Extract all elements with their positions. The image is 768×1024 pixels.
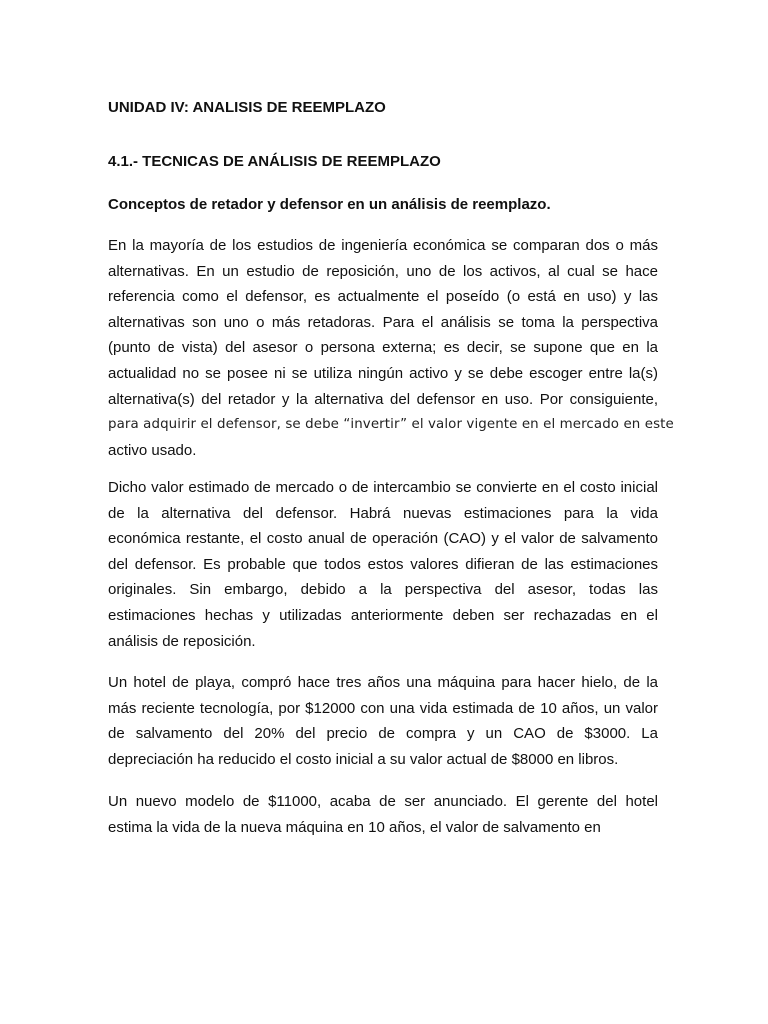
paragraph-line: alternativas son uno o más retadoras. Para el análisis se toma la perspectiva: [108, 313, 658, 331]
paragraph-line: depreciación ha reducido el costo inicial a su valor actual de $8000 en libros.: [108, 750, 619, 768]
section-title: 4.1.- TECNICAS DE ANÁLISIS DE REEMPLAZO: [108, 153, 441, 170]
paragraph-line: referencia como el defensor, es actualmente el poseído (o está en uso) y las: [108, 288, 658, 306]
paragraph-line: estimaciones hechas y utilizadas anteriormente deben ser rechazadas en el: [108, 606, 658, 624]
subsection-title: Conceptos de retador y defensor en un análisis de reemplazo.: [108, 196, 551, 213]
paragraph-line: de la alternativa del defensor. Habrá nuevas estimaciones para la vida: [108, 504, 658, 522]
paragraph-4: [108, 789, 658, 840]
paragraph-line: originales. Sin embargo, debido a la perspectiva del asesor, todas las: [108, 581, 658, 599]
paragraph-2: [108, 475, 658, 654]
paragraph-line: alternativas. En un estudio de reposición, uno de los activos, al cual se hace: [108, 262, 658, 280]
paragraph-line: de salvamento del 20% del precio de compra y un CAO de $3000. La: [108, 725, 658, 743]
paragraph-line: (punto de vista) del asesor o persona externa; es decir, se supone que en la: [108, 339, 658, 357]
unit-title: UNIDAD IV: ANALISIS DE REEMPLAZO: [108, 99, 386, 116]
paragraph-3: [108, 670, 658, 772]
paragraph-line: alternativa(s) del retador y la alternativa del defensor en uso. Por consiguiente,: [108, 390, 658, 408]
paragraph-line: actualidad no se posee ni se utiliza ningún activo y se debe escoger entre la(s): [108, 364, 658, 382]
paragraph-line: del defensor. Es probable que todos estos valores difieran de las estimaciones: [108, 555, 658, 573]
paragraph-1: [108, 233, 674, 463]
paragraph-line: Un nuevo modelo de $11000, acaba de ser anunciado. El gerente del hotel: [108, 793, 658, 810]
paragraph-line: estima la vida de la nueva máquina en 10 años, el valor de salvamento en: [108, 818, 601, 836]
paragraph-line: Un hotel de playa, compró hace tres años una máquina para hacer hielo, de la: [108, 674, 658, 691]
paragraph-line: económica restante, el costo anual de operación (CAO) y el valor de salvamento: [108, 530, 658, 548]
paragraph-line: para adquirir el defensor, se debe “invertir” el valor vigente en el mercado en este: [108, 417, 674, 433]
paragraph-line: activo usado.: [108, 441, 197, 459]
paragraph-line: Dicho valor estimado de mercado o de intercambio se convierte en el costo inicial: [108, 479, 658, 496]
paragraph-line: análisis de reposición.: [108, 632, 256, 650]
paragraph-line: En la mayoría de los estudios de ingeniería económica se comparan dos o más: [108, 237, 658, 254]
paragraph-line: más reciente tecnología, por $12000 con una vida estimada de 10 años, un valor: [108, 699, 658, 717]
